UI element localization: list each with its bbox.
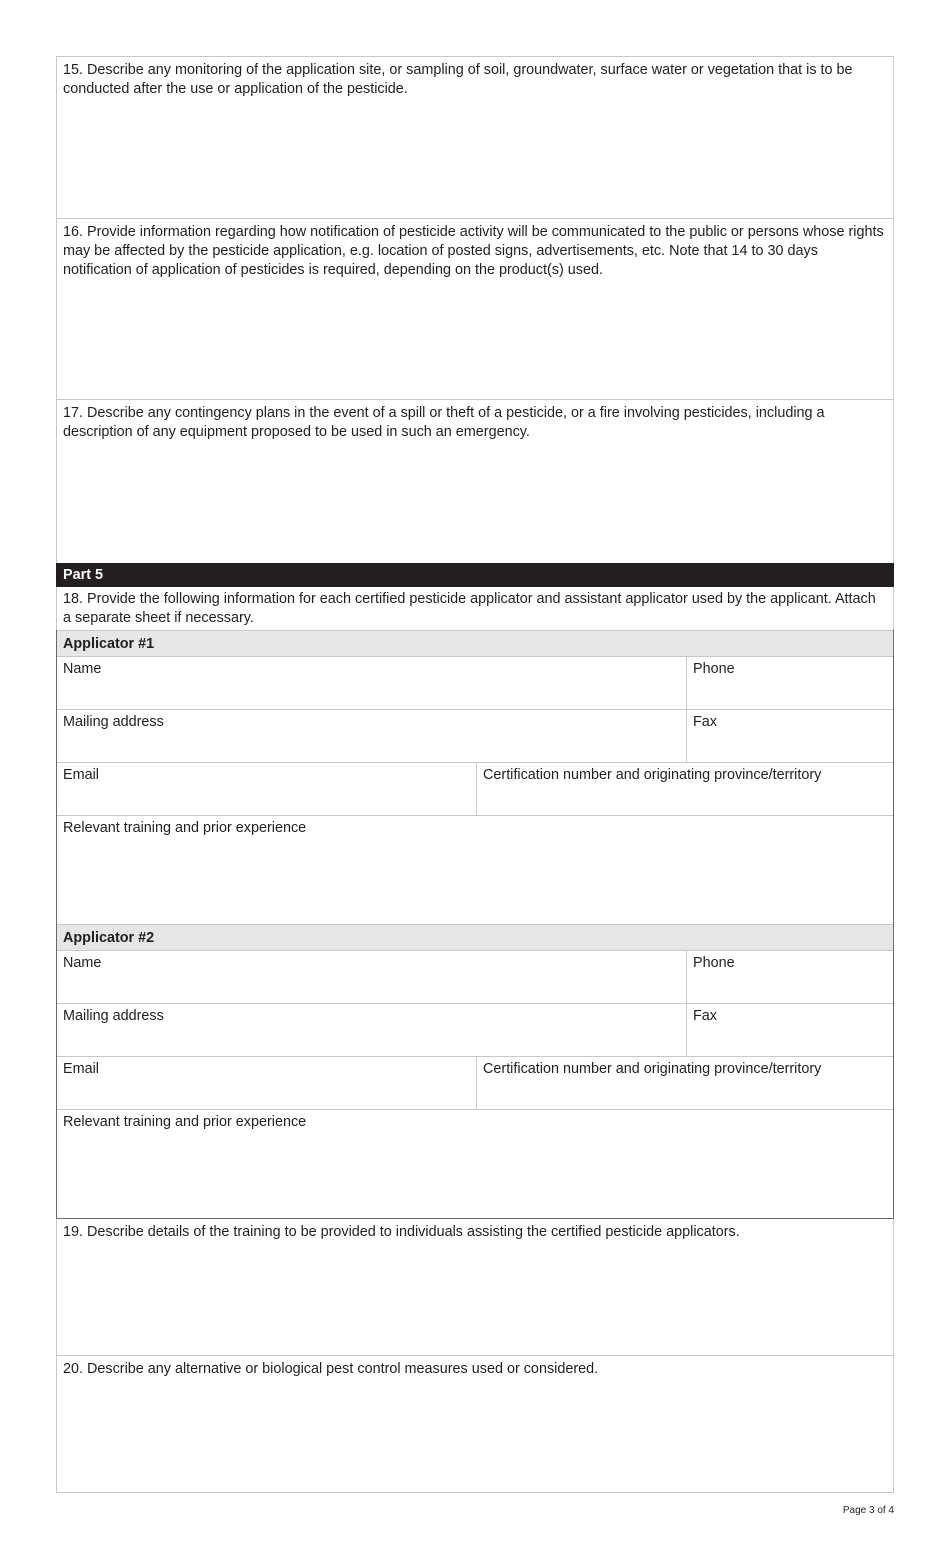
applicator-1-phone-input[interactable]	[693, 679, 887, 703]
applicator-2-name-cell	[57, 951, 686, 1003]
question-15-box	[56, 56, 894, 219]
question-17-field[interactable]	[63, 442, 887, 542]
mailing-address-label: Mailing address	[63, 714, 164, 730]
question-16-box	[56, 219, 894, 400]
applicator-2-email-input[interactable]	[63, 1079, 470, 1103]
applicator-2-fax-input[interactable]	[693, 1026, 887, 1050]
applicator-2-training-input[interactable]	[63, 1132, 887, 1207]
applicator-2-email-cell	[57, 1057, 476, 1109]
question-18-instruction: 18. Provide the following information for each certified pesticide applicator and assistant applicator used by the applicant. Attach a separate sheet if necessary.	[56, 587, 894, 630]
applicator-2-row-email	[57, 1057, 893, 1110]
applicator-1-email-cell	[57, 763, 476, 815]
applicator-2-mailing-input[interactable]	[63, 1026, 680, 1050]
question-20-box	[56, 1356, 894, 1493]
applicator-1-cert-input[interactable]	[483, 785, 887, 809]
name-label: Name	[63, 661, 102, 677]
applicator-1-fax-cell	[686, 710, 893, 762]
applicator-1-block	[56, 630, 894, 1219]
question-19-field[interactable]	[63, 1242, 887, 1342]
applicator-2-phone-cell	[686, 951, 893, 1003]
question-19-box	[56, 1219, 894, 1356]
applicator-1-training-input[interactable]	[63, 838, 887, 913]
applicator-1-fax-input[interactable]	[693, 732, 887, 756]
question-16-field[interactable]	[63, 280, 887, 380]
question-15-text: 15. Describe any monitoring of the application site, or sampling of soil, groundwater, surface water or vegetation that is to be conducted after the use or application of the pesticide.	[63, 62, 853, 97]
email-label: Email	[63, 1061, 99, 1077]
page-number: Page 3 of 4	[842, 1505, 894, 1516]
question-20-text: 20. Describe any alternative or biological pest control measures used or considered.	[63, 1361, 599, 1377]
question-17-text: 17. Describe any contingency plans in the event of a spill or theft of a pesticide, or a fire involving pesticides, including a description of any equipment proposed to be used in such an emergency.	[63, 405, 825, 440]
applicator-2-training-cell	[57, 1110, 893, 1218]
phone-label: Phone	[693, 955, 735, 971]
question-19-text: 19. Describe details of the training to be provided to individuals assisting the certified pesticide applicators.	[63, 1224, 740, 1240]
name-label: Name	[63, 955, 102, 971]
applicator-2-fax-cell	[686, 1004, 893, 1056]
applicator-1-mailing-input[interactable]	[63, 732, 680, 756]
applicator-2-row-mailing	[57, 1004, 893, 1057]
fax-label: Fax	[693, 714, 717, 730]
applicator-2-cert-cell	[476, 1057, 893, 1109]
question-17-box	[56, 400, 894, 563]
training-label: Relevant training and prior experience	[63, 820, 307, 836]
certification-label: Certification number and originating province/territory	[483, 767, 822, 783]
form-page	[56, 56, 894, 1493]
applicator-1-training-cell	[57, 816, 893, 924]
applicator-2-phone-input[interactable]	[693, 973, 887, 997]
applicator-2-header: Applicator #2	[57, 924, 893, 951]
training-label: Relevant training and prior experience	[63, 1114, 307, 1130]
applicator-2-cert-input[interactable]	[483, 1079, 887, 1103]
question-15-field[interactable]	[63, 99, 887, 199]
certification-label: Certification number and originating province/territory	[483, 1061, 822, 1077]
phone-label: Phone	[693, 661, 735, 677]
applicator-1-email-input[interactable]	[63, 785, 470, 809]
applicator-1-row-name	[57, 657, 893, 710]
applicator-1-name-cell	[57, 657, 686, 709]
fax-label: Fax	[693, 1008, 717, 1024]
applicator-1-phone-cell	[686, 657, 893, 709]
applicator-1-row-email	[57, 763, 893, 816]
part-5-header: Part 5	[56, 563, 894, 587]
applicator-1-header: Applicator #1	[57, 630, 893, 657]
question-20-field[interactable]	[63, 1379, 887, 1479]
email-label: Email	[63, 767, 99, 783]
applicator-1-cert-cell	[476, 763, 893, 815]
applicator-2-name-input[interactable]	[63, 973, 680, 997]
question-16-text: 16. Provide information regarding how notification of pesticide activity will be communicated to the public or persons whose rights may be affected by the pesticide application, e.g. location of posted signs, advertisements, etc. Note that 14 to 30 days notification of application of pesticides is required, depending on the product(s) used.	[63, 224, 884, 278]
applicator-2-row-name	[57, 951, 893, 1004]
applicator-1-row-mailing	[57, 710, 893, 763]
applicator-1-mailing-cell	[57, 710, 686, 762]
applicator-1-name-input[interactable]	[63, 679, 680, 703]
mailing-address-label: Mailing address	[63, 1008, 164, 1024]
applicator-2-mailing-cell	[57, 1004, 686, 1056]
